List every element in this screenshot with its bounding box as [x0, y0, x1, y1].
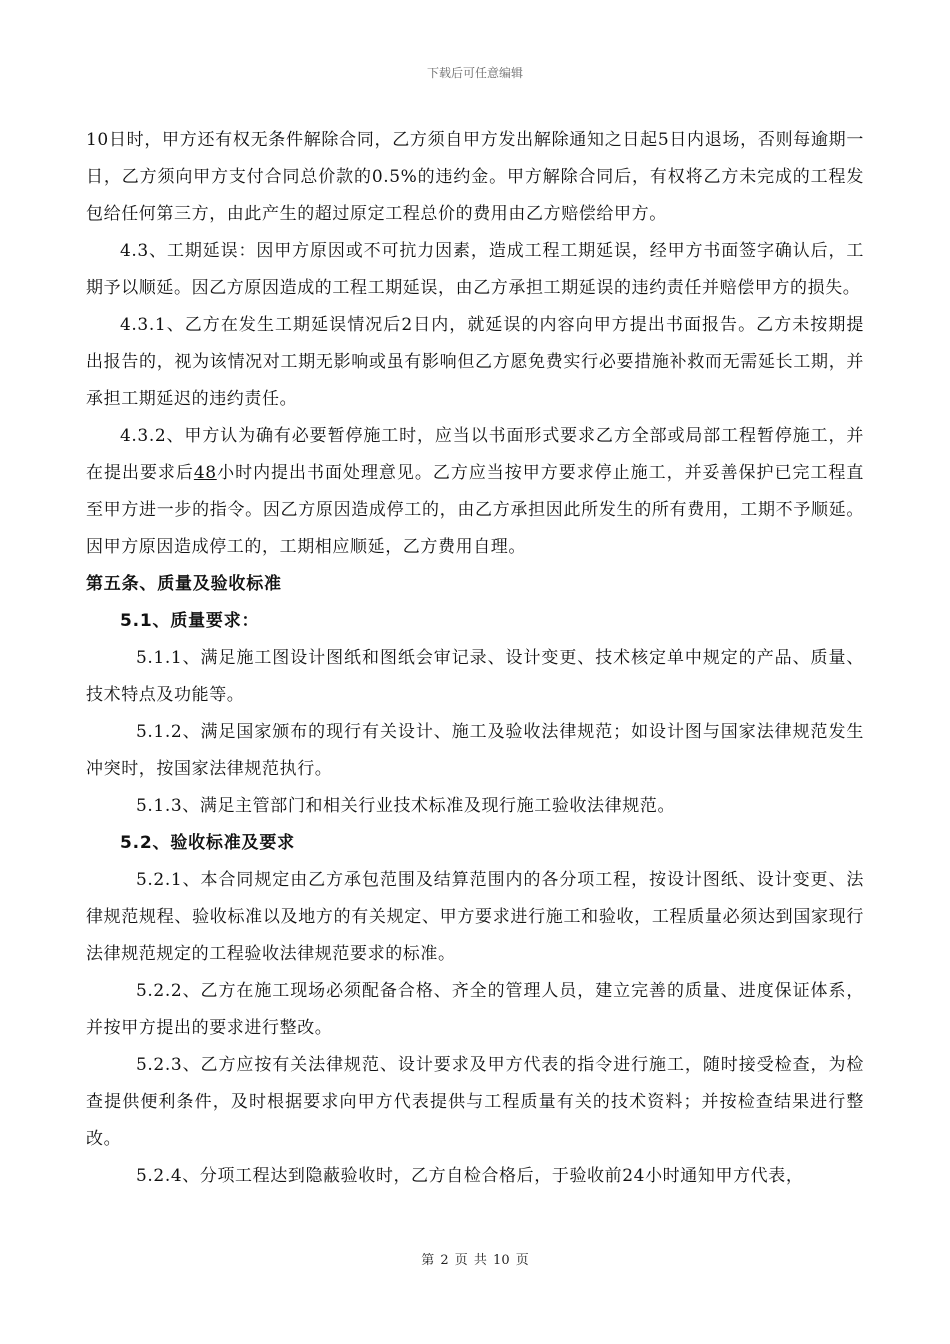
- paragraph-5-2-4: 5.2.4、分项工程达到隐蔽验收时，乙方自检合格后，于验收前24小时通知甲方代表，: [136, 1166, 804, 1186]
- document-body: [86, 122, 864, 1195]
- paragraph-4-3-2-part-b: 小时内提出书面处理意见。乙方应当按甲方要求停止施工，并妥善保护已完工程直至甲方进一步的指令。因乙方原因造成停工的，由乙方承担因此所发生的所有费用，工期不予顺延。因甲方原因造成停工的，工期相应顺延，乙方费用自理。: [86, 463, 864, 557]
- section-5-heading: 第五条、质量及验收标准: [86, 574, 282, 594]
- paragraph-5-2-3: 5.2.3、乙方应按有关法律规范、设计要求及甲方代表的指令进行施工，随时接受检查，为检查提供便利条件，及时根据要求向甲方代表提供与工程质量有关的技术资料；并按检查结果进行整改。: [86, 1055, 864, 1149]
- paragraph-termination: 10日时，甲方还有权无条件解除合同，乙方须自甲方发出解除通知之日起5日内退场，否则每逾期一日，乙方须向甲方支付合同总价款的0.5%的违约金。甲方解除合同后，有权将乙方未完成的工程发包给任何第三方，由此产生的超过原定工程总价的费用由乙方赔偿给甲方。: [86, 130, 864, 224]
- paragraph-5-1-2: 5.1.2、满足国家颁布的现行有关设计、施工及验收法律规范；如设计图与国家法律规范发生冲突时，按国家法律规范执行。: [86, 722, 864, 779]
- paragraph-5-1-1: 5.1.1、满足施工图设计图纸和图纸会审记录、设计变更、技术核定单中规定的产品、质量、技术特点及功能等。: [86, 648, 864, 705]
- section-5-1-heading: 5.1、质量要求：: [120, 611, 260, 631]
- hours-value: 48: [193, 463, 217, 483]
- paragraph-5-2-2: 5.2.2、乙方在施工现场必须配备合格、齐全的管理人员，建立完善的质量、进度保证体系，并按甲方提出的要求进行整改。: [86, 981, 864, 1038]
- paragraph-4-3-1: 4.3.1、乙方在发生工期延误情况后2日内，就延误的内容向甲方提出书面报告。乙方未按期提出报告的，视为该情况对工期无影响或虽有影响但乙方愿免费实行必要措施补救而无需延长工期，并承担工期延迟的违约责任。: [86, 315, 864, 409]
- page-header: 下载后可任意编辑: [426, 66, 523, 80]
- paragraph-4-3-2-part-a: 4.3.2、甲方认为确有必要暂停施工时，应当以书面形式要求乙方全部或局部工程暂停施工，并在提出要求后: [86, 426, 864, 483]
- paragraph-5-2-1: 5.2.1、本合同规定由乙方承包范围及结算范围内的各分项工程，按设计图纸、设计变更、法律规范规程、验收标准以及地方的有关规定、甲方要求进行施工和验收，工程质量必须达到国家现行法律规范规定的工程验收法律规范要求的标准。: [86, 870, 864, 964]
- paragraph-4-3-2: [86, 418, 864, 566]
- section-5-2-heading: 5.2、验收标准及要求: [120, 833, 295, 853]
- paragraph-4-3: 4.3、工期延误：因甲方原因或不可抗力因素，造成工程工期延误，经甲方书面签字确认后，工期予以顺延。因乙方原因造成的工程工期延误，由乙方承担工期延误的违约责任并赔偿甲方的损失。: [86, 241, 864, 298]
- page-footer: 第 2 页 共 10 页: [421, 1253, 529, 1268]
- paragraph-5-1-3: 5.1.3、满足主管部门和相关行业技术标准及现行施工验收法律规范。: [136, 796, 676, 816]
